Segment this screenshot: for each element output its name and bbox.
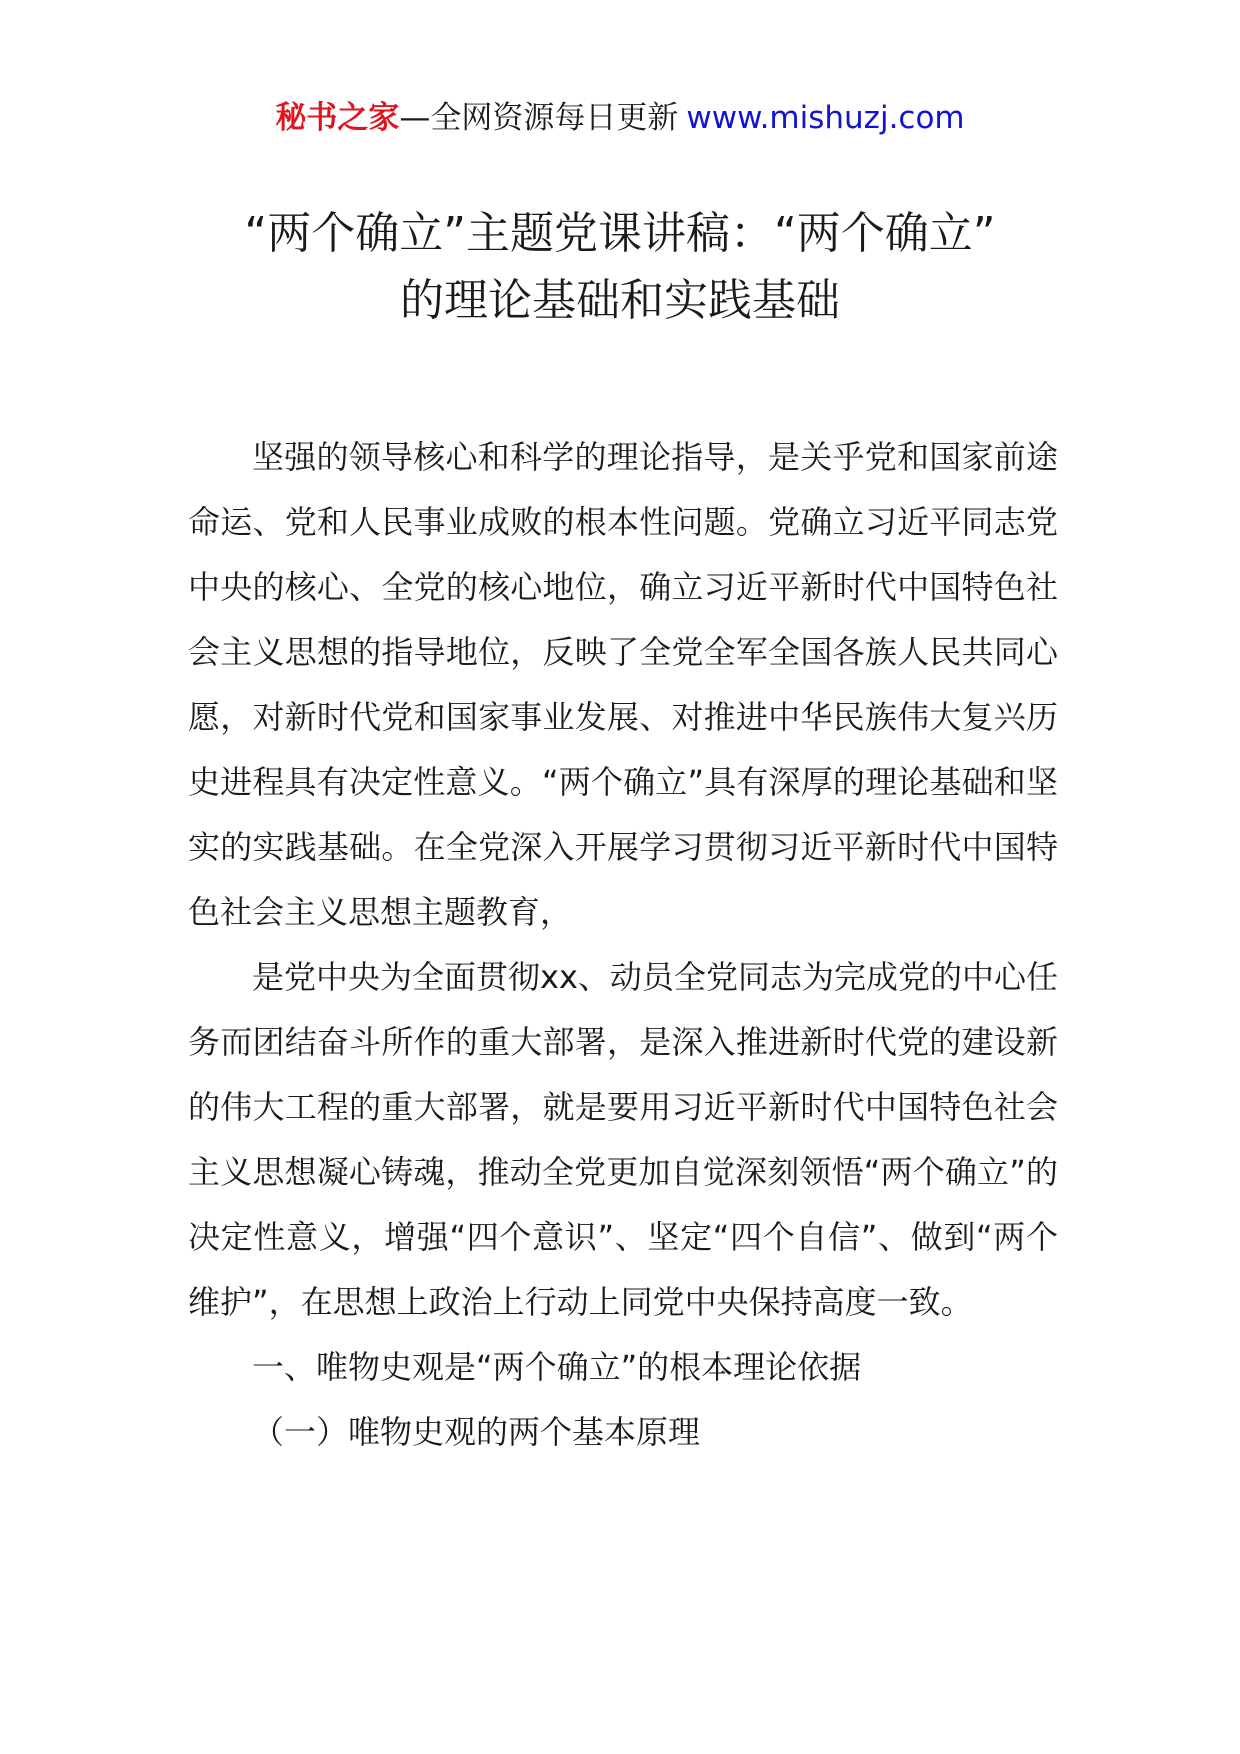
document-title-line-1: “两个确立”主题党课讲稿：“两个确立”: [244, 208, 996, 259]
site-banner: [0, 98, 1240, 138]
site-brand: 秘书之家: [275, 100, 400, 136]
section-heading-1: 一、唯物史观是“两个确立”的根本理论依据: [252, 1348, 862, 1386]
site-url-link[interactable]: www.mishuzj.com: [686, 100, 965, 136]
document-body: [188, 425, 1058, 1465]
subsection-heading-1: （一）唯物史观的两个基本原理: [252, 1413, 701, 1451]
site-tagline: —全网资源每日更新: [399, 100, 679, 136]
body-paragraph-2: 是党中央为全面贯彻xx、动员全党同志为完成党的中心任务而团结奋斗所作的重大部署，是深入推进新时代党的建设新的伟大工程的重大部署，就是要用习近平新时代中国特色社会主义思想凝心铸魂，推动全党更加自觉深刻领悟“两个确立”的决定性意义，增强“四个意识”、坚定“四个自信”、做到“两个维护”，在思想上政治上行动上同党中央保持高度一致。: [188, 958, 1058, 1321]
document-title: [150, 200, 1090, 334]
document-title-line-2: 的理论基础和实践基础: [400, 275, 840, 326]
body-paragraph-1: 坚强的领导核心和科学的理论指导，是关乎党和国家前途命运、党和人民事业成败的根本性问题。党确立习近平同志党中央的核心、全党的核心地位，确立习近平新时代中国特色社会主义思想的指导地位，反映了全党全军全国各族人民共同心愿，对新时代党和国家事业发展、对推进中华民族伟大复兴历史进程具有决定性意义。“两个确立”具有深厚的理论基础和坚实的实践基础。在全党深入开展学习贯彻习近平新时代中国特色社会主义思想主题教育，: [188, 438, 1058, 931]
